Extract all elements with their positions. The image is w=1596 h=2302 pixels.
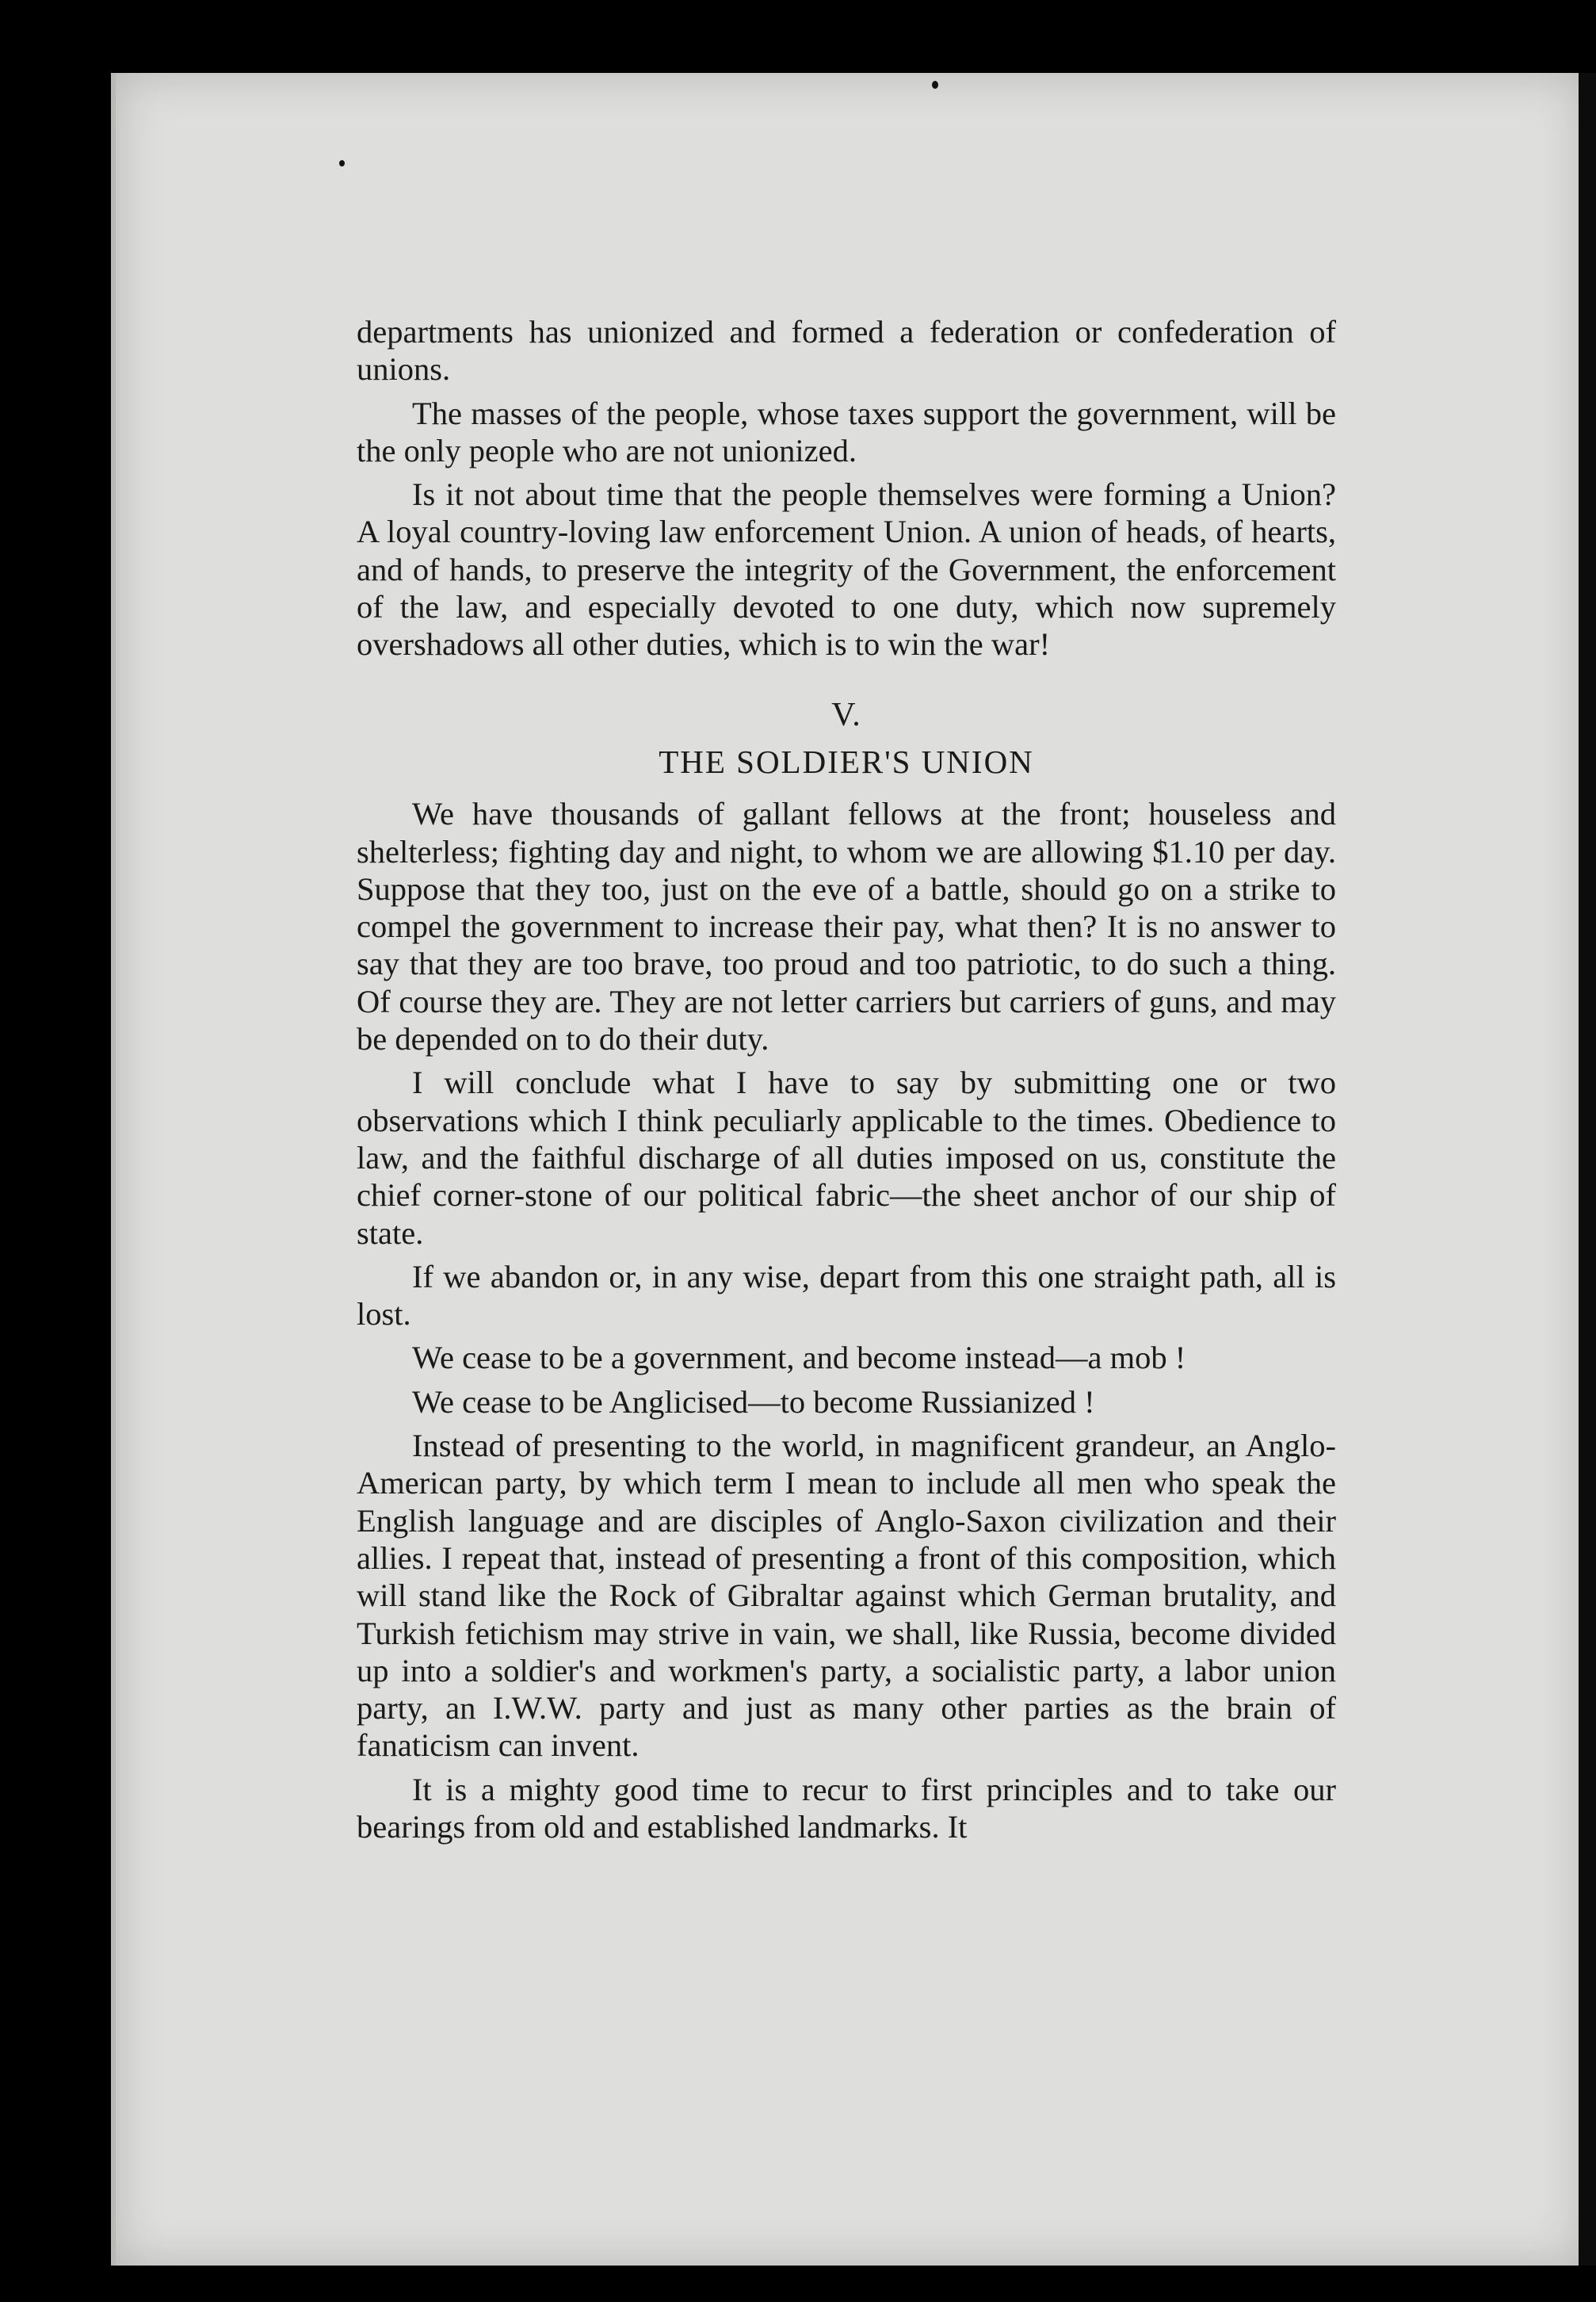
paragraph: It is a mighty good time to recur to first principles and to take our bearings from old and established landmarks. It xyxy=(357,1771,1336,1845)
section-number: V. xyxy=(831,696,861,733)
paragraph: Is it not about time that the people themselves were forming a Union? A loyal country-loving law enforcement Union. A union of heads, of hearts, and of hands, to preserve the integrity of the Government, the enforcement of the law, and especially devoted to one duty, which now supremely overshadows all other duties, which is to win the war! xyxy=(357,476,1336,663)
section-title: THE SOLDIER'S UNION xyxy=(659,743,1034,780)
scan-edge-strip xyxy=(1579,73,1596,2266)
page-body-text xyxy=(357,313,1336,1852)
scan-speck xyxy=(339,160,345,166)
scan-speck xyxy=(932,81,938,89)
paragraph: I will conclude what I have to say by submitting one or two observations which I think peculiarly applicable to the times. Obedience to law, and the faithful discharge of all duties imposed on us, constitute the chief corner-stone of our political fabric—the sheet anchor of our ship of state. xyxy=(357,1065,1336,1251)
paragraph: We have thousands of gallant fellows at the front; houseless and shelterless; fighting day and night, to whom we are allowing $1.10 per day. Suppose that they too, just on the eve of a battle, should go on a strike to compel the government to increase their pay, what then? It is no answer to say that they are too brave, too proud and too patriotic, to do such a thing. Of course they are. They are not letter carriers but carriers of guns, and may be depended on to do their duty. xyxy=(357,796,1336,1057)
paragraph: We cease to be a government, and become instead—a mob ! xyxy=(412,1340,1186,1376)
paragraph: We cease to be Anglicised—to become Russianized ! xyxy=(412,1383,1095,1420)
paragraph: If we abandon or, in any wise, depart from this one straight path, all is lost. xyxy=(357,1258,1336,1333)
paragraph: Instead of presenting to the world, in magnificent grandeur, an Anglo-American party, by which term I mean to include all men who speak the English language and are disciples of Anglo-Saxon civilization and their allies. I repeat that, instead of presenting a front of this composition, which will stand like the Rock of Gibraltar against which German brutality, and Turkish fetichism may strive in vain, we shall, like Russia, become divided up into a soldier's and workmen's party, a socialistic party, a labor union party, an I.W.W. party and just as many other parties as the brain of fanaticism can invent. xyxy=(357,1428,1336,1764)
paragraph: The masses of the people, whose taxes support the government, will be the only people who are not unionized. xyxy=(357,395,1336,468)
paragraph: departments has unionized and formed a federation or confederation of unions. xyxy=(357,314,1336,388)
